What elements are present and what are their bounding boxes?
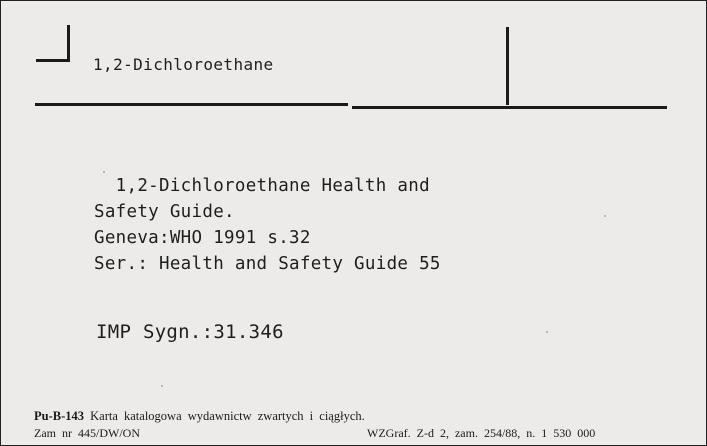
footer-printer-line: WZGraf. Z-d 2, zam. 254/88, n. 1 530 000 xyxy=(367,426,596,440)
footer-order-line: Zam nr 445/DW/ON xyxy=(34,426,140,440)
call-number: IMP Sygn.:31.346 xyxy=(96,321,284,343)
entry-line: Ser.: Health and Safety Guide 55 xyxy=(94,254,441,274)
paper-speck xyxy=(546,331,548,333)
horizontal-rule-left xyxy=(35,103,348,106)
entry-line: 1,2-Dichloroethane Health and xyxy=(94,176,430,196)
corner-bracket-horizontal xyxy=(36,59,70,62)
paper-speck xyxy=(161,385,163,387)
paper-speck xyxy=(103,171,105,173)
card-heading: 1,2-Dichloroethane xyxy=(93,55,274,74)
paper-speck xyxy=(604,215,606,217)
form-title: Karta katalogowa wydawnictw zwartych i ciągłych. xyxy=(90,409,365,423)
bibliographic-entry xyxy=(94,173,441,277)
form-code: Pu-B-143 xyxy=(34,409,84,423)
entry-line: Geneva:WHO 1991 s.32 xyxy=(94,228,311,248)
vertical-rule xyxy=(506,27,509,105)
footer-form-line xyxy=(34,409,365,424)
entry-line: Safety Guide. xyxy=(94,202,235,222)
corner-bracket-vertical xyxy=(67,25,70,62)
horizontal-rule-right xyxy=(352,106,667,109)
